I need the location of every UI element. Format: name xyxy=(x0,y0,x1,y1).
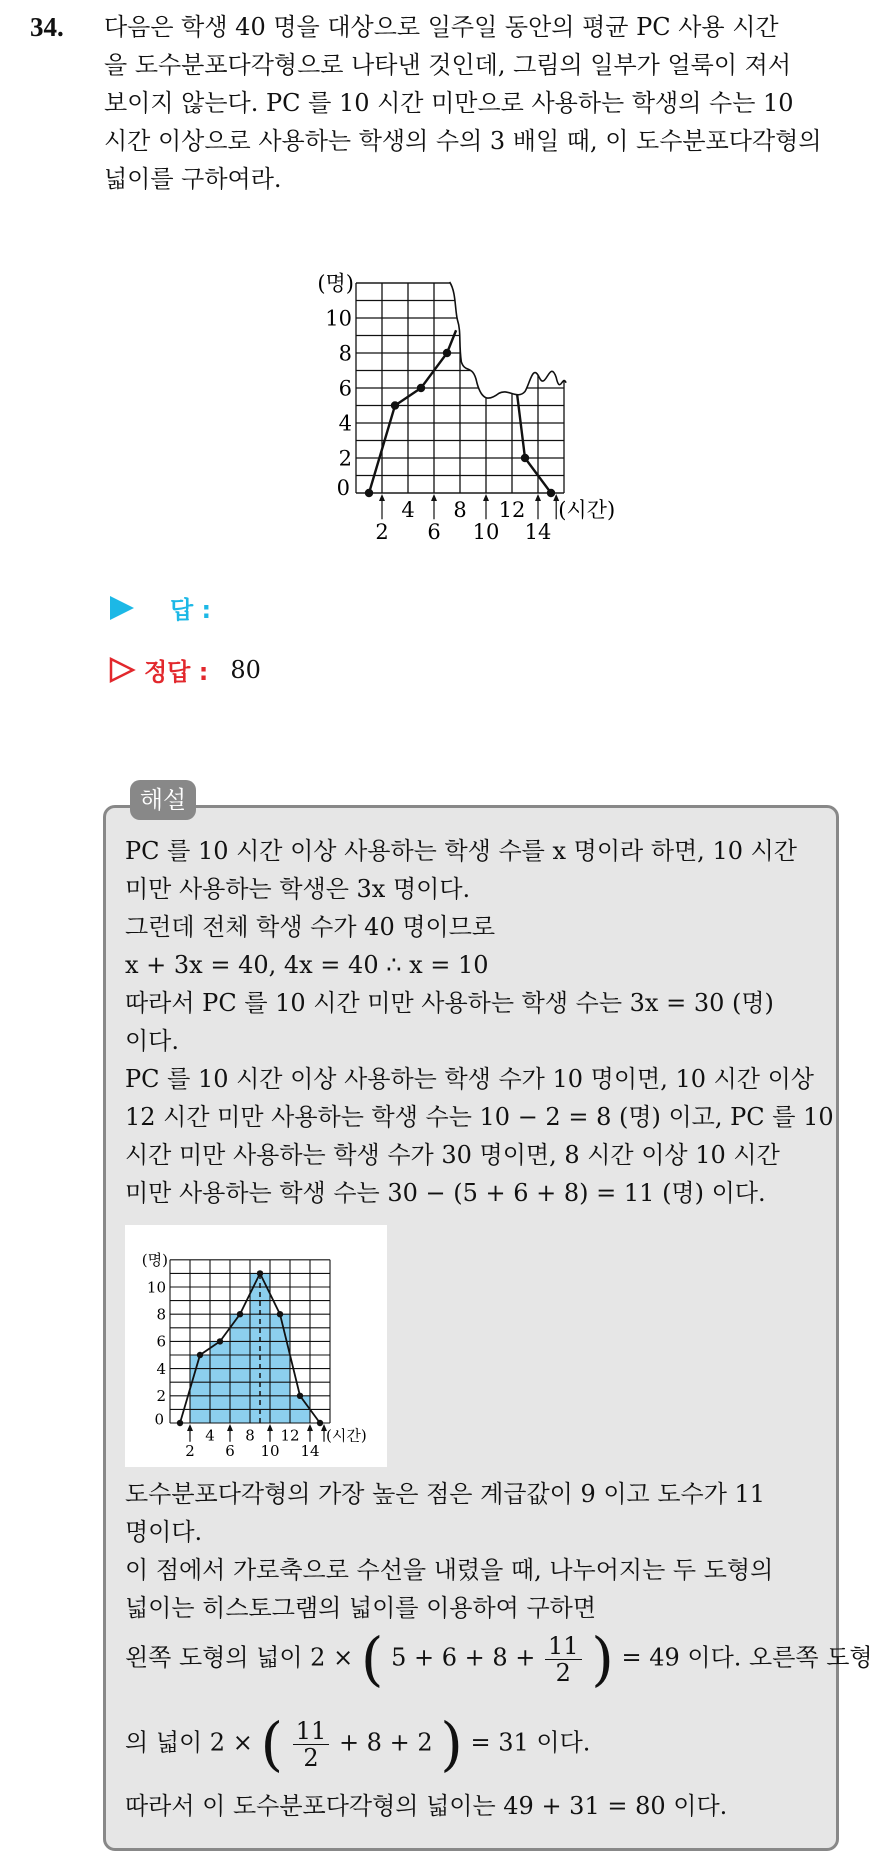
equation-right-area: 의 넓이 2 × ( $\frac{11}{2}$ + 8 + 2 ) = 31 이다. xyxy=(125,1710,591,1778)
arrow-head xyxy=(307,1424,313,1431)
solution-tag: 해설 xyxy=(130,780,196,820)
y-tick-label: 10 xyxy=(325,306,352,331)
x-tick-label: 10 xyxy=(472,520,500,545)
eq-text: = 49 이다. 오른쪽 도형 xyxy=(621,1643,873,1672)
y-tick-label: 6 xyxy=(156,1332,166,1351)
question-line: 시간 이상으로 사용하는 학생의 수의 3 배일 때, 이 도수분포다각형의 xyxy=(104,127,822,155)
solution-final-line: 따라서 이 도수분포다각형의 넓이는 49 + 31 = 80 이다. xyxy=(125,1792,728,1820)
correct-answer-row xyxy=(108,652,261,687)
data-point xyxy=(521,454,529,462)
question-line: 을 도수분포다각형으로 나타낸 것인데, 그림의 일부가 얼룩이 져서 xyxy=(104,51,791,79)
solution-line: 따라서 PC 를 10 시간 미만 사용하는 학생 수는 3x = 30 (명) xyxy=(125,989,774,1017)
solution-line: 미만 사용하는 학생 수는 30 − (5 + 6 + 8) = 11 (명) 이다. xyxy=(125,1179,766,1207)
arrow-head xyxy=(483,494,489,501)
arrow-head xyxy=(535,494,541,501)
data-point xyxy=(237,1311,243,1317)
x-axis-label: (시간) xyxy=(326,1426,367,1445)
x-tick-label: 10 xyxy=(260,1442,280,1460)
data-point xyxy=(547,489,555,497)
x-tick-label: 8 xyxy=(245,1426,255,1445)
y-tick-label: 10 xyxy=(146,1278,166,1297)
x-tick-label: 6 xyxy=(225,1442,235,1460)
x-tick-label: 8 xyxy=(453,498,467,523)
x-tick-label: 14 xyxy=(524,520,552,545)
answer-label: 답 : xyxy=(170,596,212,624)
eq-text: + 8 + 2 xyxy=(338,1728,433,1757)
data-point xyxy=(177,1420,183,1426)
histogram-polygon-chart xyxy=(125,1225,387,1467)
fraction: $\frac{11}{2}$ xyxy=(545,1633,582,1686)
x-tick-label: 12 xyxy=(498,498,526,523)
x-tick-label: 6 xyxy=(427,520,441,545)
y-tick-label: 8 xyxy=(156,1305,166,1324)
y-tick-label: 6 xyxy=(338,376,352,401)
solution-line: 도수분포다각형의 가장 높은 점은 계급값이 9 이고 도수가 11 xyxy=(125,1480,766,1508)
data-point xyxy=(365,489,373,497)
x-tick-label: 4 xyxy=(401,498,415,523)
y-tick-label: 2 xyxy=(338,446,352,471)
data-point xyxy=(297,1393,303,1399)
equation-left-area: 왼쪽 도형의 넓이 2 × ( 5 + 6 + 8 + $\frac{11}{2}$ ) = 49 이다. 오른쪽 도형 xyxy=(125,1625,873,1693)
y-tick-label: 4 xyxy=(156,1359,166,1378)
data-point xyxy=(391,401,399,409)
question-line: 넓이를 구하여라. xyxy=(104,165,282,193)
question-line: 다음은 학생 40 명을 대상으로 일주일 동안의 평균 PC 사용 시간 xyxy=(104,13,779,41)
solution-paragraph-1 xyxy=(125,832,834,1212)
answer-row xyxy=(108,590,211,625)
arrow-head xyxy=(379,494,385,501)
y-tick-label: 8 xyxy=(338,341,352,366)
question-text xyxy=(104,8,864,198)
question-number: 34. xyxy=(30,12,64,42)
y-tick-label: 2 xyxy=(156,1387,166,1406)
solution-line: 넓이는 히스토그램의 넓이를 이용하여 구하면 xyxy=(125,1594,597,1622)
arrow-head xyxy=(187,1424,193,1431)
x-tick-label: 14 xyxy=(300,1442,320,1460)
x-tick-label: 2 xyxy=(375,520,389,545)
outline-arrow-icon xyxy=(108,656,136,684)
data-point xyxy=(277,1311,283,1317)
eq-text: 의 넓이 2 × xyxy=(125,1728,253,1757)
x-axis-label: (시간) xyxy=(558,498,616,523)
data-point xyxy=(417,384,425,392)
y-axis-label: (명) xyxy=(141,1251,168,1270)
solution-line: 명이다. xyxy=(125,1518,203,1546)
x-tick-label: 2 xyxy=(185,1442,195,1460)
solution-line: 이 점에서 가로축으로 수선을 내렸을 때, 나누어지는 두 도형의 xyxy=(125,1556,774,1584)
correct-answer-label: 정답 : xyxy=(144,658,209,686)
solution-line: PC 를 10 시간 이상 사용하는 학생 수를 x 명이라 하면, 10 시간 xyxy=(125,837,797,865)
stain-area xyxy=(450,279,572,398)
frequency-polygon-chart xyxy=(300,228,670,558)
solution-line: 12 시간 미만 사용하는 학생 수는 10 − 2 = 8 (명) 이고, PC 를 10 xyxy=(125,1103,834,1131)
solution-paragraph-2 xyxy=(125,1475,825,1627)
data-point xyxy=(257,1270,263,1276)
solution-line: PC 를 10 시간 이상 사용하는 학생 수가 10 명이면, 10 시간 이상 xyxy=(125,1065,814,1093)
correct-answer-value: 80 xyxy=(230,655,261,684)
arrow-head xyxy=(227,1424,233,1431)
solution-line: 그런데 전체 학생 수가 40 명이므로 xyxy=(125,913,496,941)
solution-line: x + 3x = 40, 4x = 40 ∴ x = 10 xyxy=(125,951,489,979)
eq-text: = 31 이다. xyxy=(470,1728,591,1757)
origin-label: 0 xyxy=(154,1410,164,1429)
y-axis-label: (명) xyxy=(317,271,354,296)
histogram-bar xyxy=(190,1355,210,1423)
data-point xyxy=(197,1352,203,1358)
x-tick-label: 4 xyxy=(205,1426,215,1445)
eq-text: 왼쪽 도형의 넓이 2 × xyxy=(125,1643,354,1672)
y-tick-label: 4 xyxy=(338,411,352,436)
polygon-line xyxy=(517,395,551,493)
arrow-head xyxy=(431,494,437,501)
solution-line: 미만 사용하는 학생은 3x 명이다. xyxy=(125,875,471,903)
solution-line: 이다. xyxy=(125,1027,179,1055)
arrow-head xyxy=(267,1424,273,1431)
data-point xyxy=(443,349,451,357)
x-tick-label: 12 xyxy=(280,1426,300,1445)
data-point xyxy=(317,1420,323,1426)
solution-line: 시간 미만 사용하는 학생 수가 30 명이면, 8 시간 이상 10 시간 xyxy=(125,1141,780,1169)
play-arrow-icon xyxy=(108,594,136,622)
data-point xyxy=(217,1338,223,1344)
fraction: $\frac{11}{2}$ xyxy=(293,1718,330,1771)
origin-label: 0 xyxy=(336,476,350,501)
question-line: 보이지 않는다. PC 를 10 시간 미만으로 사용하는 학생의 수는 10 xyxy=(104,89,794,117)
eq-text: 5 + 6 + 8 + xyxy=(391,1643,536,1672)
